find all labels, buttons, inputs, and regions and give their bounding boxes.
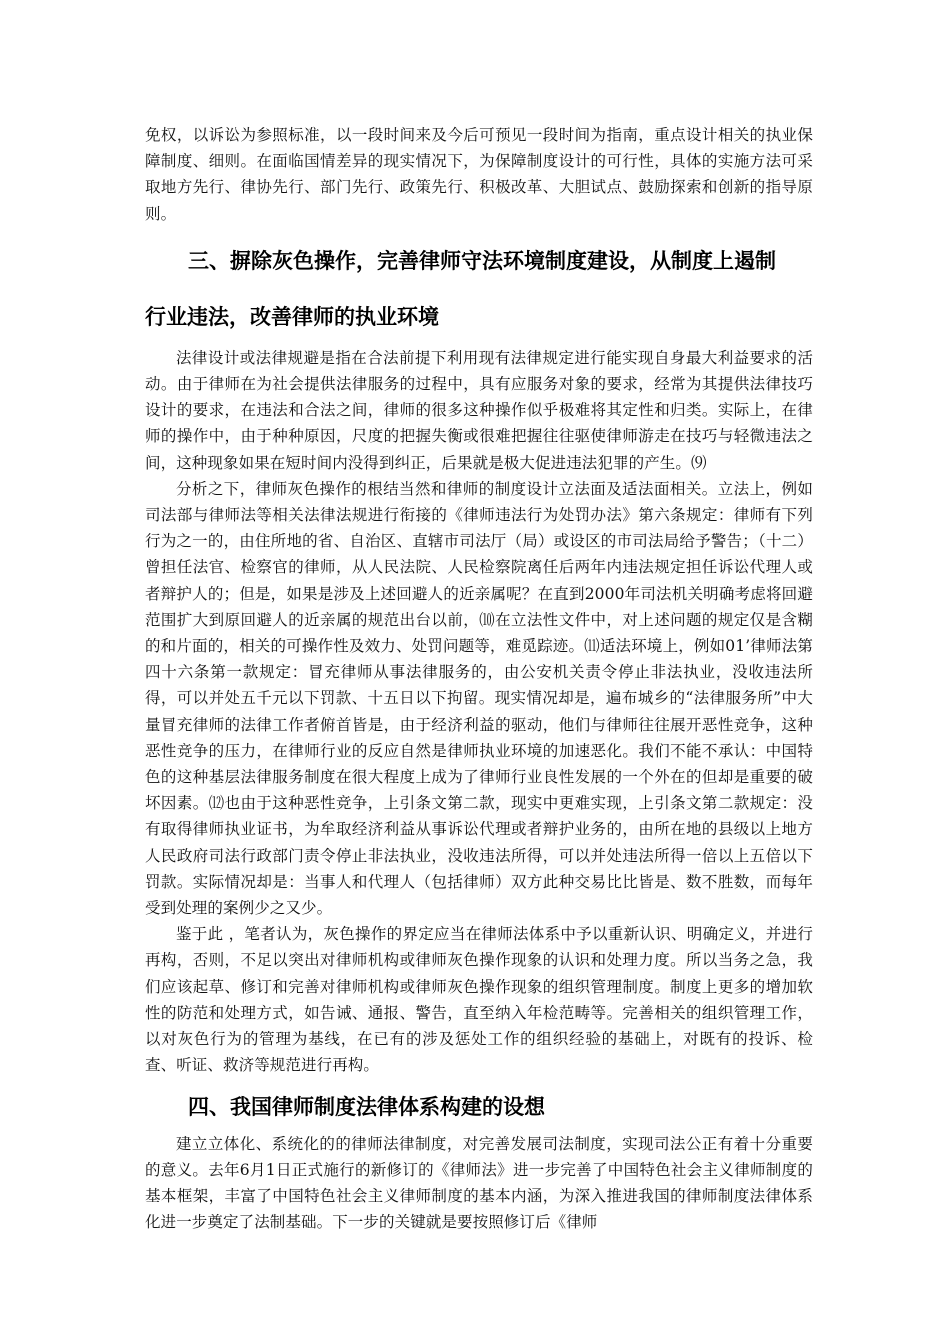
section-three-heading-line1: 三、摒除灰色操作，完善律师守法环境制度建设，从制度上遏制 [188,248,777,273]
paragraph-continuation: 免权，以诉讼为参照标准，以一段时间来及今后可预见一段时间为指南，重点设计相关的执业保障制度、细则。在面临国情差异的现实情况下，为保障制度设计的可行性，具体的实施方法可采取地方先行、律协先行、部门先行、政策先行、积极改革、大胆试点、鼓励探索和创新的指导原则。 [145,126,813,223]
section-three-heading [145,233,813,345]
document-body [145,122,813,1235]
paragraph-system-construction: 建立立体化、系统化的的律师法律制度，对完善发展司法制度，实现司法公正有着十分重要的意义。去年6月1日正式施行的新修订的《律师法》进一步完善了中国特色社会主义律师制度的基本框架，丰富了中国特色社会主义律师制度的基本内涵，为深入推进我国的律师制度法律体系化进一步奠定了法制基础。下一步的关键就是要按照修订后《律师 [145,1134,813,1232]
paragraph-author-view: 鉴于此 ，笔者认为，灰色操作的界定应当在律师法体系中予以重新认识、明确定义，并进行再构，否则，不足以突出对律师机构或律师灰色操作现象的认识和处理力度。所以当务之急，我们应该起草、修订和完善对律师机构或律师灰色操作现象的组织管理制度。制度上更多的增加软性的防范和处理方式，如告诫、通报、警告，直至纳入年检范畴等。完善相关的组织管理工作，以对灰色行为的管理为基线，在已有的涉及惩处工作的组织经验的基础上，对既有的投诉、检查、听证、救济等规范进行再构。 [145,925,813,1075]
section-three-heading-line2: 行业违法，改善律师的执业环境 [145,304,439,329]
paragraph-grey-operation-analysis: 分析之下，律师灰色操作的根结当然和律师的制度设计立法面及适法面相关。立法上，例如司法部与律师法等相关法律法规进行衔接的《律师违法行为处罚办法》第六条规定：律师有下列行为之一的，由住所地的省、自治区、直辖市司法厅（局）或设区的市司法局给予警告；（十二）曾担任法官、检察官的律师，从人民法院、人民检察院离任后两年内违法规定担任诉讼代理人或者辩护人的；但是，如果是涉及上述回避人的近亲属呢？在直到2000年司法机关明确考虑将回避范围扩大到原回避人的近亲属的规范出台以前，⑽在立法性文件中，对上述问题的规定仅是含糊的和片面的，相关的可操作性及效力、处罚问题等，难觅踪迹。⑾适法环境上，例如01’律师法第四十六条第一款规定：冒充律师从事法律服务的，由公安机关责令停止非法执业，没收违法所得，可以并处五千元以下罚款、十五日以下拘留。现实情况却是，遍布城乡的“法律服务所”中大量冒充律师的法律工作者俯首皆是，由于经济利益的驱动，他们与律师往往展开恶性竞争，这种恶性竞争的压力，在律师行业的反应自然是律师执业环境的加速恶化。我们不能不承认：中国特色的这种基层法律服务制度在很大程度上成为了律师行业良性发展的一个外在的但却是重要的破坏因素。⑿也由于这种恶性竞争，上引条文第二款，现实中更难实现，上引条文第二款规定：没有取得律师执业证书，为牟取经济利益从事诉讼代理或者辩护业务的，由所在地的县级以上地方人民政府司法行政部门责令停止非法执业，没收违法所得，可以并处违法所得一倍以上五倍以下罚款。实际情况却是：当事人和代理人（包括律师）双方此种交易比比皆是、数不胜数，而每年受到处理的案例少之又少。 [145,479,813,918]
section-four-heading: 四、我国律师制度法律体系构建的设想 [188,1094,546,1119]
paragraph-legal-design: 法律设计或法律规避是指在合法前提下利用现有法律规定进行能实现自身最大利益要求的活动。由于律师在为社会提供法律服务的过程中，具有应服务对象的要求，经常为其提供法律技巧设计的要求，在违法和合法之间，律师的很多这种操作似乎极难将其定性和归类。实际上，在律师的操作中，由于种种原因，尺度的把握失衡或很难把握往往驱使律师游走在技巧与轻微违法之间，这种现象如果在短时间内没得到纠正，后果就是极大促进违法犯罪的产生。⑼ [145,348,813,472]
